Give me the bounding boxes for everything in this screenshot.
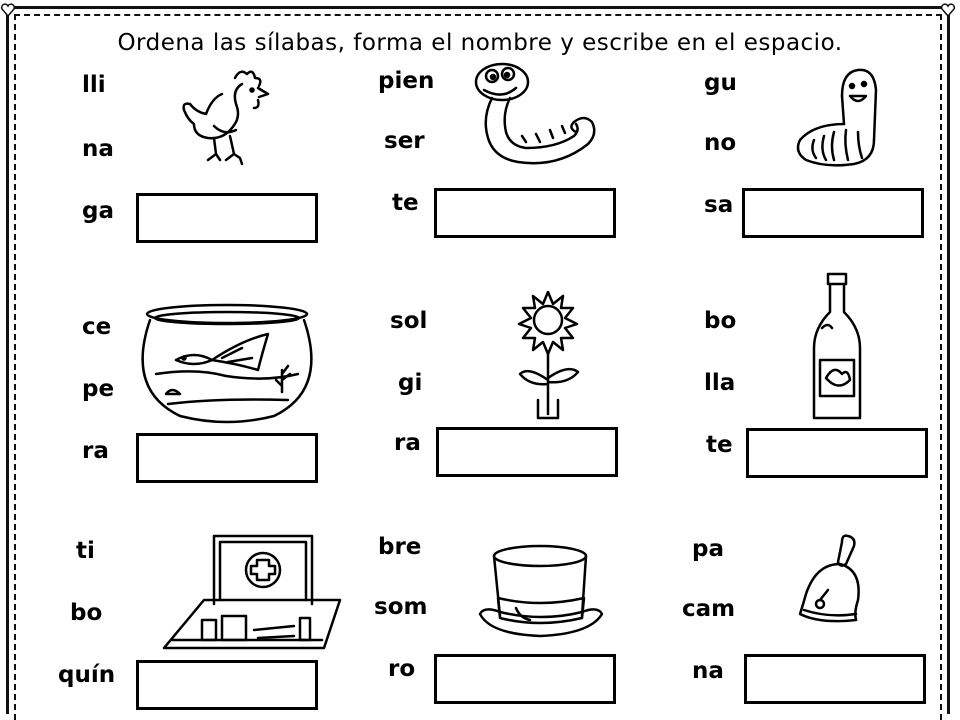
answer-box[interactable]	[136, 193, 318, 243]
heart-icon	[940, 2, 956, 18]
answer-box[interactable]	[136, 660, 318, 710]
chicken-icon	[180, 66, 275, 181]
syllable: na	[692, 658, 724, 684]
syllable: ga	[82, 198, 114, 224]
answer-box[interactable]	[746, 428, 928, 478]
syllable: som	[374, 594, 428, 620]
bell-icon	[796, 532, 876, 632]
answer-box[interactable]	[742, 188, 924, 238]
syllable: ra	[82, 438, 109, 464]
syllable: ce	[82, 314, 112, 340]
top-hat-icon	[476, 542, 606, 642]
syllable: te	[392, 190, 419, 216]
answer-box[interactable]	[434, 188, 616, 238]
syllable: te	[706, 432, 733, 458]
syllable: na	[82, 136, 114, 162]
sunflower-icon	[508, 288, 588, 428]
syllable: gu	[704, 70, 737, 96]
syllable: cam	[682, 596, 736, 622]
syllable: no	[704, 130, 737, 156]
syllable: ti	[76, 538, 95, 564]
syllable: ro	[388, 656, 416, 682]
syllable: pien	[378, 68, 435, 94]
answer-box[interactable]	[434, 654, 616, 704]
syllable: ser	[384, 128, 425, 154]
syllable: sa	[704, 192, 734, 218]
answer-box[interactable]	[744, 654, 926, 704]
bottle-icon	[808, 270, 868, 425]
syllable: bo	[704, 308, 737, 334]
fishbowl-icon	[132, 300, 322, 425]
first-aid-kit-icon	[162, 530, 342, 655]
syllable: gi	[398, 370, 423, 396]
syllable: pe	[82, 376, 115, 402]
syllable: ra	[394, 430, 421, 456]
syllable: quín	[58, 662, 116, 688]
instruction-text: Ordena las sílabas, forma el nombre y escribe en el espacio.	[117, 30, 843, 56]
syllable: lli	[82, 72, 106, 98]
heart-icon	[0, 2, 16, 18]
syllable: bo	[70, 600, 103, 626]
syllable: lla	[704, 370, 736, 396]
worm-icon	[794, 66, 894, 171]
syllable: sol	[390, 308, 428, 334]
answer-box[interactable]	[436, 427, 618, 477]
syllable: pa	[692, 536, 724, 562]
answer-box[interactable]	[136, 433, 318, 483]
syllable: bre	[378, 534, 422, 560]
snake-icon	[462, 56, 602, 181]
